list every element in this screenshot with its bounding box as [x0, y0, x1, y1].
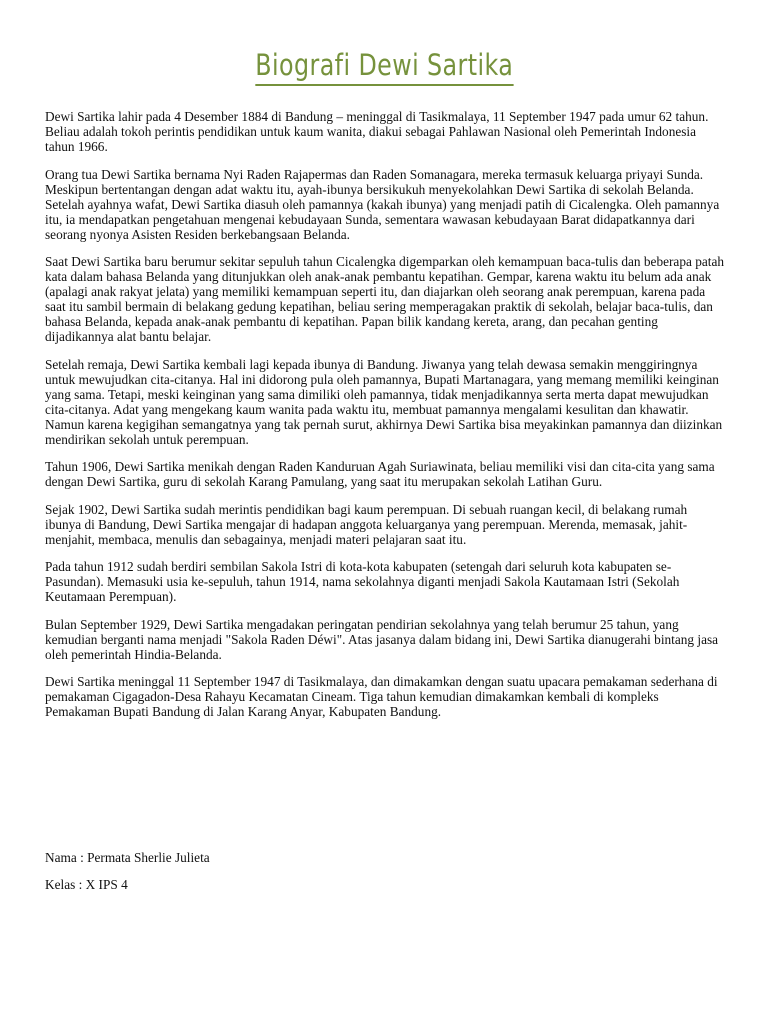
author-class-line: Kelas : X IPS 4 [45, 877, 128, 892]
document-body [45, 109, 725, 732]
paragraph-early-teaching: Sejak 1902, Dewi Sartika sudah merintis pendidikan bagi kaum perempuan. Di sebuah ruangan kecil, di belakang rumah ibunya di Bandung, Dewi Sartika mengajar di hadapan anggota keluarganya yang perempuan. Merenda, memasak, jahit-menjahit, membaca, menulis dan sebagainya, menjadi materi pelajaran saat itu. [45, 501, 688, 547]
paragraph-schools: Pada tahun 1912 sudah berdiri sembilan Sakola Istri di kota-kota kabupaten (setengah dari seluruh kota kabupaten se-Pasundan). Memasuki usia ke-sepuluh, tahun 1914, nama sekolahnya diganti menjadi Sakola Kautamaan Istri (Sekolah Keutamaan Perempuan). [45, 559, 680, 604]
author-footer [45, 850, 725, 904]
author-name-line: Nama : Permata Sherlie Julieta [45, 850, 210, 865]
page-title: Biografi Dewi Sartika [255, 48, 513, 86]
class-value: X IPS 4 [85, 877, 128, 892]
paragraph-marriage: Tahun 1906, Dewi Sartika menikah dengan Raden Kanduruan Agah Suriawinata, beliau memiliki visi dan cita-cita yang sama dengan Dewi Sartika, guru di sekolah Karang Pamulang, yang saat itu merupakan sekolah Latihan Guru. [45, 459, 715, 489]
class-label: Kelas [45, 877, 76, 892]
paragraph-death: Dewi Sartika meninggal 11 September 1947 di Tasikmalaya, dan dimakamkan dengan suatu upacara pemakaman sederhana di pemakaman Cigagadon-Desa Rahayu Kecamatan Cineam. Tiga tahun kemudian dimakamkan kembali di kompleks Pemakaman Bupati Bandung di Jalan Karang Anyar, Kabupaten Bandung. [45, 674, 718, 719]
name-value: Permata Sherlie Julieta [87, 850, 210, 865]
paragraph-adolescence: Setelah remaja, Dewi Sartika kembali lagi kepada ibunya di Bandung. Jiwanya yang telah dewasa semakin menggiringnya untuk mewujudkan cita-citanya. Hal ini didorong pula oleh pamannya, Bupati Martanagara, yang memang memiliki keinginan yang sama. Tetapi, meski keinginan yang sama dimiliki oleh pamannya, tidak menjadikannya serta merta dapat mewujudkan cita-citanya. Adat yang mengekang kaum wanita pada waktu itu, membuat pamannya mengalami kesulitan dan khawatir. Namun karena kegigihan semangatnya yang tak pernah surut, akhirnya Dewi Sartika bisa meyakinkan pamannya dan diizinkan mendirikan sekolah untuk perempuan. [45, 356, 723, 447]
paragraph-parents: Orang tua Dewi Sartika bernama Nyi Raden Rajapermas dan Raden Somanagara, mereka termasuk keluarga priyayi Sunda. Meskipun bertentangan dengan adat waktu itu, ayah-ibunya bersikukuh menyekolahkan Dewi Sartika di sekolah Belanda. Setelah ayahnya wafat, Dewi Sartika diasuh oleh pamannya (kakah ibunya) yang menjadi patih di Cicalengka. Oleh pamannya itu, ia mendapatkan pengetahuan mengenai kebudayaan Sunda, sementara wawasan kebudayaan Barat didapatkannya dari seorang nyonya Asisten Residen berkebangsaan Belanda. [45, 166, 720, 242]
paragraph-anniversary: Bulan September 1929, Dewi Sartika mengadakan peringatan pendirian sekolahnya yang telah berumur 25 tahun, yang kemudian berganti nama menjadi "Sakola Raden Déwi". Atas jasanya dalam bidang ini, Dewi Sartika dianugerahi bintang jasa oleh pemerintah Hindia-Belanda. [45, 616, 719, 662]
name-label: Nama [45, 850, 77, 865]
paragraph-childhood: Saat Dewi Sartika baru berumur sekitar sepuluh tahun Cicalengka digemparkan oleh kemampuan baca-tulis dan beberapa patah kata dalam bahasa Belanda yang ditunjukkan oleh anak-anak pembantu kepatihan. Gempar, karena waktu itu belum ada anak (apalagi anak rakyat jelata) yang memiliki kemampuan seperti itu, dan diajarkan oleh seorang anak perempuan, karena pada saat itu sambil bermain di belakang gedung kepatihan, beliau sering memperagakan praktik di sekolah, belajar baca-tulis, dan bahasa Belanda, kepada anak-anak pembantu di kepatihan. Papan bilik kandang kereta, arang, dan pecahan genting dijadikannya alat bantu belajar. [45, 254, 725, 344]
title-container [0, 48, 768, 86]
paragraph-birth: Dewi Sartika lahir pada 4 Desember 1884 di Bandung – meninggal di Tasikmalaya, 11 September 1947 pada umur 62 tahun. Beliau adalah tokoh perintis pendidikan untuk kaum wanita, diakui sebagai Pahlawan Nasional oleh Pemerintah Indonesia tahun 1966. [45, 109, 709, 154]
